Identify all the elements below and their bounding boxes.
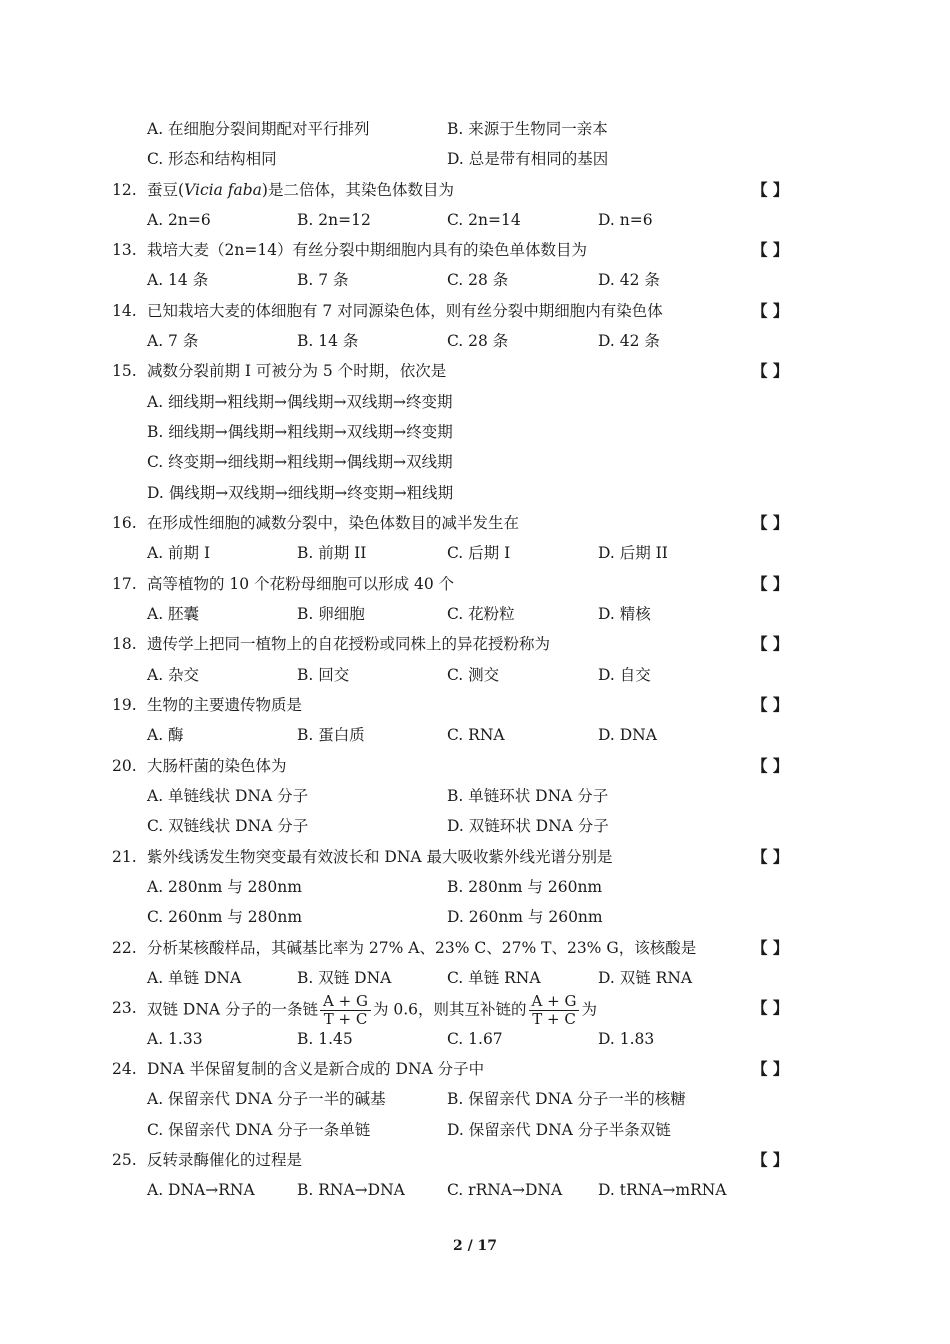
option-c: C. 形态和结构相同 [147, 150, 277, 168]
question-15 [0, 356, 950, 386]
answer-bracket: 【 】 [752, 1059, 789, 1078]
question-number: 14. [112, 302, 137, 320]
option-d: D. 1.83 [598, 1030, 655, 1048]
option-b: B. 保留亲代 DNA 分子一半的核糖 [447, 1090, 686, 1108]
option-row [0, 114, 950, 144]
base-ratio-fraction [320, 993, 371, 1028]
question-number: 24. [112, 1060, 137, 1078]
question-text-pre: 双链 DNA 分子的一条链 [147, 1000, 319, 1019]
question-number: 21. [112, 848, 137, 866]
option-a: A. 280nm 与 280nm [147, 878, 302, 896]
option-row [0, 1115, 950, 1145]
fraction-numerator: A + G [529, 993, 580, 1011]
option-c: C. 28 条 [447, 332, 509, 350]
option-row [0, 417, 950, 447]
question-25 [0, 1145, 950, 1175]
question-text: 紫外线诱发生物突变最有效波长和 DNA 最大吸收紫外线光谱分别是 [147, 848, 613, 866]
answer-bracket: 【 】 [752, 756, 789, 775]
question-text: 减数分裂前期 I 可被分为 5 个时期，依次是 [147, 362, 447, 380]
option-row [0, 265, 950, 295]
option-a: A. DNA→RNA [147, 1181, 255, 1199]
option-d: D. 自交 [598, 666, 651, 684]
question-text: 反转录酶催化的过程是 [147, 1151, 303, 1169]
option-b: B. 卵细胞 [297, 605, 365, 623]
option-row [0, 963, 950, 993]
question-text: 在形成性细胞的减数分裂中，染色体数目的减半发生在 [147, 514, 520, 532]
option-row [0, 599, 950, 629]
question-14 [0, 296, 950, 326]
question-text-post: )是二倍体，其染色体数目为 [261, 181, 454, 199]
option-d: D. 偶线期→双线期→细线期→终变期→粗线期 [147, 484, 454, 502]
question-19 [0, 690, 950, 720]
question-text: 高等植物的 10 个花粉母细胞可以形成 40 个 [147, 575, 455, 593]
option-b: B. 280nm 与 260nm [447, 878, 603, 896]
fraction-numerator: A + G [320, 993, 371, 1011]
question-23 [0, 992, 950, 1028]
option-a: A. 保留亲代 DNA 分子一半的碱基 [147, 1090, 386, 1108]
option-c: C. 1.67 [447, 1030, 503, 1048]
option-b: B. 来源于生物同一亲本 [447, 120, 608, 138]
question-number: 25. [112, 1151, 137, 1169]
option-b: B. 单链环状 DNA 分子 [447, 787, 609, 805]
option-a: A. 在细胞分裂间期配对平行排列 [147, 120, 370, 138]
option-a: A. 胚囊 [147, 605, 200, 623]
question-text: 分析某核酸样品，其碱基比率为 27% A、23% C、27% T、23% G，该核酸是 [147, 939, 697, 957]
option-b: B. 细线期→偶线期→粗线期→双线期→终变期 [147, 423, 453, 441]
answer-bracket: 【 】 [752, 1150, 789, 1169]
option-d: D. 双链环状 DNA 分子 [447, 817, 609, 835]
option-c: C. 2n=14 [447, 211, 521, 229]
question-number: 17. [112, 575, 137, 593]
species-name: Vicia faba [184, 181, 262, 199]
question-text: 栽培大麦（2n=14）有丝分裂中期细胞内具有的染色单体数目为 [147, 241, 588, 259]
option-row [0, 387, 950, 417]
option-row [0, 811, 950, 841]
question-12 [0, 175, 950, 205]
option-c: C. 28 条 [447, 271, 509, 289]
answer-bracket: 【 】 [752, 180, 789, 199]
option-a: A. 1.33 [147, 1030, 203, 1048]
question-text: DNA 半保留复制的含义是新合成的 DNA 分子中 [147, 1060, 485, 1078]
question-number: 23. [112, 999, 137, 1017]
option-a: A. 单链线状 DNA 分子 [147, 787, 309, 805]
answer-bracket: 【 】 [752, 847, 789, 866]
question-text-post: 为 [581, 1000, 597, 1019]
question-17 [0, 569, 950, 599]
question-text [147, 175, 454, 205]
option-d: D. 42 条 [598, 271, 660, 289]
option-c: C. RNA [447, 726, 505, 744]
option-row [0, 1175, 950, 1205]
question-22 [0, 933, 950, 963]
question-text-pre: 蚕豆( [147, 181, 185, 199]
option-c: C. 260nm 与 280nm [147, 908, 303, 926]
option-d: D. 保留亲代 DNA 分子半条双链 [447, 1121, 671, 1139]
option-c: C. 终变期→细线期→粗线期→偶线期→双线期 [147, 453, 453, 471]
option-a: A. 细线期→粗线期→偶线期→双线期→终变期 [147, 393, 453, 411]
option-row [0, 205, 950, 235]
answer-bracket: 【 】 [752, 513, 789, 532]
option-c: C. 后期 I [447, 544, 511, 562]
option-a: A. 杂交 [147, 666, 200, 684]
answer-bracket: 【 】 [752, 998, 789, 1017]
option-b: B. 回交 [297, 666, 350, 684]
option-d: D. 后期 II [598, 544, 668, 562]
option-d: D. n=6 [598, 211, 653, 229]
question-13 [0, 235, 950, 265]
answer-bracket: 【 】 [752, 938, 789, 957]
question-number: 12. [112, 181, 137, 199]
option-a: A. 7 条 [147, 332, 199, 350]
answer-bracket: 【 】 [752, 574, 789, 593]
option-row [0, 781, 950, 811]
option-b: B. 14 条 [297, 332, 359, 350]
option-b: B. 双链 DNA [297, 969, 392, 987]
option-c: C. 单链 RNA [447, 969, 541, 987]
option-a: A. 2n=6 [147, 211, 211, 229]
fraction-denominator: T + C [323, 1010, 368, 1028]
answer-bracket: 【 】 [752, 695, 789, 714]
option-row [0, 1024, 950, 1054]
option-row [0, 144, 950, 174]
option-row [0, 538, 950, 568]
option-row [0, 326, 950, 356]
option-row [0, 720, 950, 750]
question-number: 15. [112, 362, 137, 380]
question-number: 19. [112, 696, 137, 714]
question-16 [0, 508, 950, 538]
answer-bracket: 【 】 [752, 240, 789, 259]
option-d: D. DNA [598, 726, 657, 744]
question-text [147, 993, 597, 1028]
option-d: D. 精核 [598, 605, 651, 623]
answer-bracket: 【 】 [752, 634, 789, 653]
option-row [0, 660, 950, 690]
option-row [0, 872, 950, 902]
option-d: D. 42 条 [598, 332, 660, 350]
option-c: C. 双链线状 DNA 分子 [147, 817, 309, 835]
option-a: A. 酶 [147, 726, 184, 744]
option-b: B. RNA→DNA [297, 1181, 405, 1199]
question-21 [0, 842, 950, 872]
fraction-denominator: T + C [532, 1010, 576, 1028]
option-row [0, 447, 950, 477]
option-row [0, 1084, 950, 1114]
answer-bracket: 【 】 [752, 361, 789, 380]
option-c: C. 保留亲代 DNA 分子一条单链 [147, 1121, 371, 1139]
option-d: D. tRNA→mRNA [598, 1181, 727, 1199]
option-d: D. 总是带有相同的基因 [447, 150, 609, 168]
option-a: A. 14 条 [147, 271, 209, 289]
question-number: 18. [112, 635, 137, 653]
question-20 [0, 751, 950, 781]
option-c: C. 测交 [447, 666, 500, 684]
option-a: A. 单链 DNA [147, 969, 242, 987]
question-text-mid: 为 0.6，则其互补链的 [372, 1000, 527, 1019]
question-text: 已知栽培大麦的体细胞有 7 对同源染色体，则有丝分裂中期细胞内有染色体 [147, 302, 663, 320]
option-c: C. rRNA→DNA [447, 1181, 563, 1199]
question-text: 生物的主要遗传物质是 [147, 696, 303, 714]
option-b: B. 1.45 [297, 1030, 353, 1048]
option-d: D. 260nm 与 260nm [447, 908, 603, 926]
option-row [0, 478, 950, 508]
question-18 [0, 629, 950, 659]
option-b: B. 蛋白质 [297, 726, 365, 744]
question-number: 13. [112, 241, 137, 259]
base-ratio-fraction [529, 993, 580, 1028]
page-number: 2 / 17 [452, 1238, 498, 1254]
option-b: B. 前期 II [297, 544, 367, 562]
option-b: B. 2n=12 [297, 211, 371, 229]
question-text: 遗传学上把同一植物上的自花授粉或同株上的异花授粉称为 [147, 635, 551, 653]
question-number: 16. [112, 514, 137, 532]
question-number: 20. [112, 757, 137, 775]
option-a: A. 前期 I [147, 544, 211, 562]
option-d: D. 双链 RNA [598, 969, 693, 987]
question-text: 大肠杆菌的染色体为 [147, 757, 287, 775]
option-b: B. 7 条 [297, 271, 349, 289]
question-24 [0, 1054, 950, 1084]
option-row [0, 902, 950, 932]
question-number: 22. [112, 939, 137, 957]
answer-bracket: 【 】 [752, 301, 789, 320]
option-c: C. 花粉粒 [447, 605, 515, 623]
